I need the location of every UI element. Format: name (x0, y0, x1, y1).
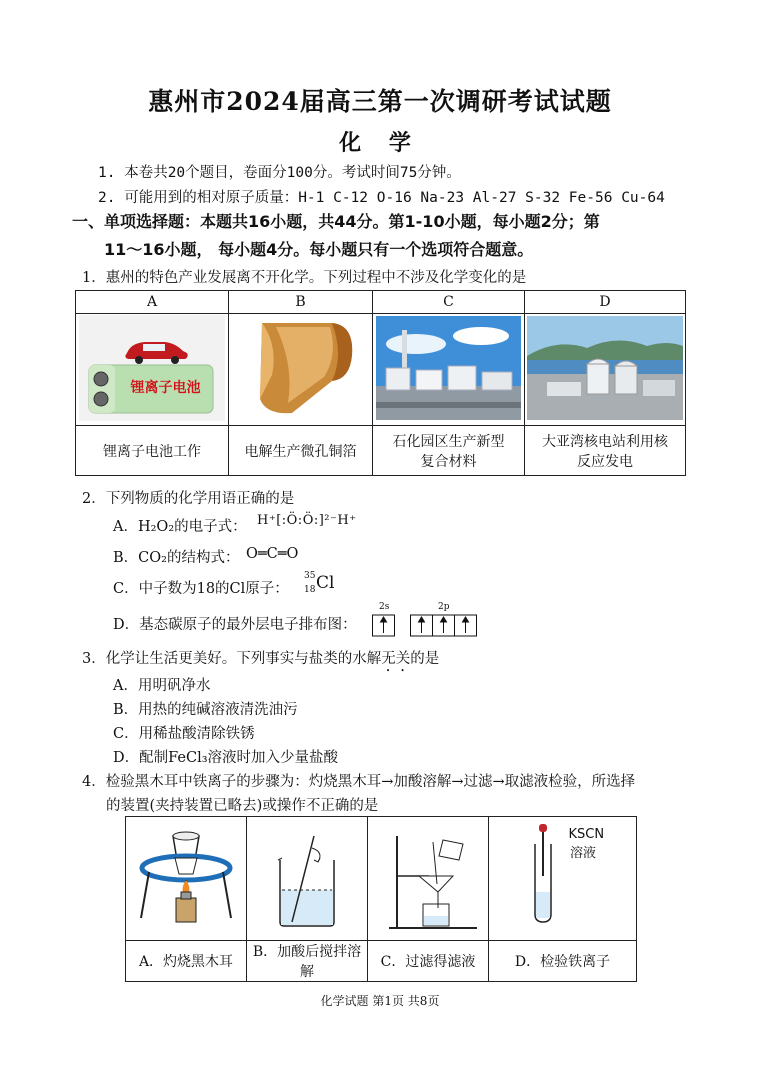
petrochemical-image (373, 314, 525, 426)
beaker-stirring-diagram (252, 818, 362, 936)
question-4-stem: 4．检验黑木耳中铁离子的步骤为：灼烧黑木耳→加酸溶解→过滤→取滤液检验，所选择 (82, 774, 636, 790)
q2-atomic-number: 18 (304, 585, 316, 595)
col-header-b: B (229, 291, 373, 314)
note-1: 1. 本卷共20个题目，卷面分100分。考试时间75分钟。 (98, 165, 461, 181)
testing-apparatus (489, 817, 637, 941)
burning-apparatus (126, 817, 247, 941)
crucible-tripod-diagram (131, 818, 241, 936)
caption-q4-c: C．过滤得滤液 (368, 941, 489, 982)
caption-c: 石化园区生产新型 复合材料 (373, 426, 525, 476)
question-1-table (75, 290, 686, 476)
question-2-stem: 2．下列物质的化学用语正确的是 (82, 491, 295, 507)
petrochemical-picture (376, 316, 521, 420)
nuclear-plant-image (525, 314, 686, 426)
section-heading: 一、单项选择题：本题共16小题，共44分。第1-10小题，每小题2分；第 (72, 212, 600, 231)
subject-title: 化 学 (339, 130, 421, 156)
copper-foil-picture (232, 315, 370, 421)
question-3-stem: 3．化学让生活更美好。下列事实与盐类的水解无关的是 (82, 651, 440, 667)
orbital-2p-label: 2p (438, 602, 450, 612)
battery-image (76, 314, 229, 426)
exam-title: 惠州市2024届高三第一次调研考试试题 (148, 87, 612, 116)
q3-option-d: D．配制FeCl₃溶液时加入少量盐酸 (113, 750, 339, 766)
question-4-table (125, 816, 637, 982)
page-footer: 化学试题 第1页 共8页 (320, 994, 440, 1008)
copper-foil-image (229, 314, 373, 426)
question-1-stem: 1．惠州的特色产业发展离不开化学。下列过程中不涉及化学变化的是 (82, 270, 527, 286)
filter-funnel-diagram (373, 818, 483, 936)
q3-option-a: A．用明矾净水 (113, 678, 211, 694)
orbital-2s-label: 2s (379, 602, 390, 612)
battery-label: 锂离子电池 (130, 379, 201, 396)
caption-a: 锂离子电池工作 (76, 426, 229, 476)
q2-option-b: B．CO₂的结构式： (113, 550, 240, 566)
q2-mass-number: 35 (304, 571, 316, 581)
filtration-apparatus (368, 817, 489, 941)
orbital-diagram (372, 614, 478, 638)
note-2: 2. 可能用到的相对原子质量：H-1 C-12 O-16 Na-23 Al-27 S-32 Fe-56 Cu-64 (98, 190, 665, 206)
q3-option-b: B．用热的纯碱溶液清洗油污 (113, 702, 298, 718)
col-header-d: D (525, 291, 686, 314)
battery-picture (79, 315, 225, 421)
reagent-label: KSCN (568, 826, 605, 842)
caption-q4-b: B．加酸后搅拌溶解 (247, 941, 368, 982)
q2-option-b-formula: O═C═O (246, 546, 299, 562)
q2-element-symbol: Cl (316, 573, 335, 593)
caption-b: 电解生产微孔铜箔 (229, 426, 373, 476)
q2-option-d: D．基态碳原子的最外层电子排布图： (113, 617, 357, 633)
nuclear-plant-picture (527, 316, 683, 420)
question-4-stem-2: 的装置(夹持装置已略去)或操作不正确的是 (106, 798, 379, 814)
q2-option-c: C．中子数为18的Cl原子： (113, 581, 289, 597)
q2-option-a-formula: H⁺[:Ö:Ö:]²⁻H⁺ (257, 513, 357, 528)
reagent-label-2: 溶液 (570, 846, 597, 861)
dissolving-apparatus (247, 817, 368, 941)
q2-option-a: A．H₂O₂的电子式： (113, 519, 247, 535)
q3-option-c: C．用稀盐酸清除铁锈 (113, 726, 255, 742)
col-header-a: A (76, 291, 229, 314)
col-header-c: C (373, 291, 525, 314)
emphasis-text: 无关 (381, 651, 411, 667)
section-heading-2: 11～16小题， 每小题4分。每小题只有一个选项符合题意。 (104, 240, 534, 259)
caption-q4-d: D．检验铁离子 (489, 941, 637, 982)
caption-q4-a: A．灼烧黑木耳 (126, 941, 247, 982)
caption-d: 大亚湾核电站利用核 反应发电 (525, 426, 686, 476)
